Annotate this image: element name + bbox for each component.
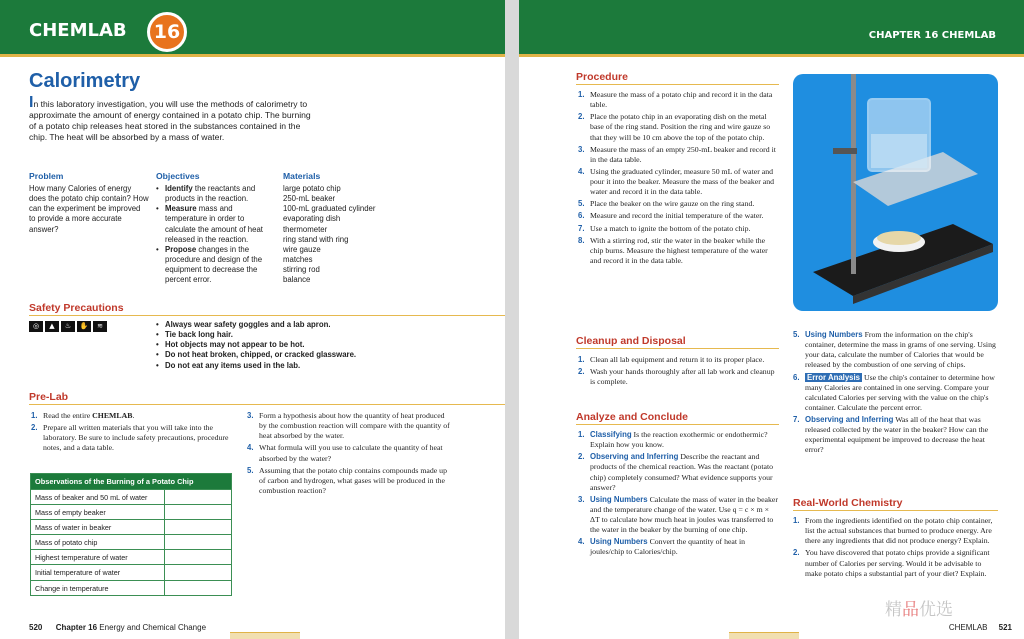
- prelab-item: [31, 411, 242, 421]
- prelab-text: Form a hypothesis about how the quantity of heat produced by the combustion reaction will compare with the quantity of heat absorbed by the water.: [259, 411, 450, 441]
- analyze-item: [578, 495, 778, 536]
- flame-icon: ♨: [61, 321, 75, 332]
- right-page: [519, 0, 1024, 639]
- table-row-value[interactable]: [165, 535, 231, 549]
- procedure-item: [578, 236, 778, 266]
- prelab-text: What formula will you use to calculate the quantity of heat absorbed by the water?: [259, 443, 443, 463]
- analyze-number: 4.: [578, 537, 585, 547]
- material-item: large potato chip: [283, 184, 341, 193]
- error-analysis-label: Error Analysis: [807, 372, 861, 382]
- table-row-label: Change in temperature: [31, 581, 165, 595]
- cleanup-text: Clean all lab equipment and return it to its proper place.: [590, 355, 765, 364]
- procedure-number: 8.: [578, 235, 585, 245]
- procedure-number: 6.: [578, 211, 585, 221]
- objective-text: mass and temperature in order to calculate the amount of heat released in the reaction.: [165, 204, 263, 244]
- materials-list: [283, 184, 403, 285]
- table-row-label: Mass of empty beaker: [31, 505, 165, 519]
- analyze-text: Describe the reactant and products of the chemical reaction. Was the reactant (potato chip) completely consumed? What evidence supports your answer?: [590, 452, 774, 492]
- watermark-text: 优选: [919, 600, 953, 620]
- material-item: 250-mL beaker: [283, 194, 336, 204]
- analyze-item: [793, 330, 998, 371]
- chemlab-banner: [0, 0, 505, 57]
- analyze-skill: Using Numbers: [805, 330, 863, 339]
- left-footer: [29, 623, 206, 632]
- analyze-item: [793, 415, 998, 456]
- footer-tab: [729, 632, 799, 639]
- objective-verb: Identify: [165, 184, 193, 193]
- material-item: ring stand with ring: [283, 234, 349, 244]
- chapter-banner: [519, 0, 1024, 57]
- objective-item: [156, 245, 274, 286]
- problem-heading: Problem: [29, 171, 64, 181]
- procedure-item: [578, 90, 778, 110]
- procedure-item: [578, 224, 778, 234]
- table-row-label: Highest temperature of water: [31, 550, 165, 564]
- analyze-skill: Observing and Inferring: [805, 415, 894, 424]
- prelab-item: [247, 411, 452, 441]
- realworld-item: [793, 548, 998, 578]
- procedure-text: Measure and record the initial temperature of the water.: [590, 211, 764, 221]
- analyze-item: [578, 452, 778, 493]
- cleanup-number: 2.: [578, 367, 585, 377]
- procedure-text: Place the potato chip in an evaporating dish on the metal base of the ring stand. Position the ring and wire gauze so that they will be 10 cm above the top of the potato chip.: [590, 112, 771, 142]
- hot-surface-icon: ≋: [93, 321, 107, 332]
- analyze-text: Is the reaction exothermic or endothermic? Explain how you know.: [590, 430, 768, 450]
- table-row: [31, 549, 231, 564]
- analyze-item: [578, 537, 778, 557]
- materials-heading: Materials: [283, 171, 321, 181]
- table-row: [31, 489, 231, 504]
- table-row-label: Mass of water in beaker: [31, 520, 165, 534]
- material-item: matches: [283, 254, 313, 264]
- prelab-text: Prepare all written materials that you will take into the laboratory. Be sure to include safety precautions, procedure notes, and a data table.: [43, 423, 229, 453]
- procedure-number: 3.: [578, 144, 585, 154]
- cleanup-item: [578, 355, 778, 365]
- intro-paragraph: [29, 94, 314, 143]
- realworld-text: You have discovered that potato chips provide a significant number of Calories per serving. Would it be advisable to make potato chips a substantial part of your diet? Explain.: [805, 548, 990, 578]
- footer-label: CHEMLAB: [948, 623, 988, 632]
- realworld-heading: Real-World Chemistry: [793, 497, 998, 511]
- procedure-item: [578, 112, 778, 142]
- objectives-heading: Objectives: [156, 171, 200, 181]
- left-page: [0, 0, 505, 639]
- realworld-number: 1.: [793, 516, 800, 525]
- banner-title: CHAPTER 16 CHEMLAB: [868, 30, 996, 41]
- procedure-number: 5.: [578, 199, 585, 209]
- procedure-item: [578, 199, 778, 209]
- table-row-label: Mass of beaker and 50 mL of water: [31, 490, 165, 504]
- safety-heading: Safety Precautions: [29, 302, 505, 316]
- analyze-list-col2: [793, 330, 998, 458]
- procedure-text: Using the graduated cylinder, measure 50 mL of water and pour it into the beaker. Measure the mass of the beaker and water and record it in the data table.: [590, 166, 775, 197]
- hand-wash-icon: ✋: [77, 321, 91, 332]
- chapter-badge: 16: [147, 12, 187, 52]
- procedure-text: Use a match to ignite the bottom of the potato chip.: [590, 223, 751, 233]
- intro-text: n this laboratory investigation, you will use the methods of calorimetry to approximate the amount of energy contained in a potato chip. The burning of a potato chip releases heat stored in the substances contained in the chip. The heat will be absorbed by a mass of water.: [29, 99, 311, 142]
- prelab-text: Read the entire: [43, 411, 93, 420]
- procedure-number: 4.: [578, 166, 585, 176]
- analyze-text: Calculate the mass of water in the beaker and the temperature change of the water. Use q = c × m × ΔT to calculate how much heat in joules was transferred to the water in the beaker by the burning of one chip.: [590, 494, 778, 535]
- watermark: [885, 595, 953, 620]
- safety-item: • Hot objects may not appear to be hot.: [156, 340, 456, 350]
- objective-item: [156, 204, 274, 245]
- analyze-heading: Analyze and Conclude: [576, 411, 779, 425]
- right-footer: [949, 623, 1012, 632]
- data-table-title: Observations of the Burning of a Potato Chip: [31, 474, 231, 489]
- lab-setup-photo: [793, 74, 998, 311]
- material-item: thermometer: [283, 224, 328, 234]
- safety-item: • Do not heat broken, chipped, or cracked glassware.: [156, 350, 456, 360]
- analyze-number: 5.: [793, 330, 800, 339]
- realworld-text: From the ingredients identified on the potato chip container, list the actual substances that burned to produce energy. Are there any ingredients that did not produce energy? Explain.: [805, 516, 993, 546]
- prelab-number: 3.: [247, 411, 254, 420]
- data-table: [30, 473, 232, 596]
- analyze-item: [578, 430, 778, 450]
- procedure-number: 1.: [578, 90, 585, 99]
- table-row: [31, 564, 231, 579]
- material-item: wire gauze: [283, 244, 321, 254]
- procedure-number: 2.: [578, 112, 585, 122]
- analyze-number: 7.: [793, 415, 800, 424]
- footer-tab: [230, 632, 300, 639]
- safety-item: • Always wear safety goggles and a lab apron.: [156, 320, 456, 330]
- safety-icons: [29, 321, 107, 332]
- realworld-item: [793, 516, 998, 546]
- cleanup-heading: Cleanup and Disposal: [576, 335, 779, 349]
- procedure-item: [578, 167, 778, 197]
- realworld-list: [793, 516, 998, 581]
- cleanup-item: [578, 367, 778, 387]
- page-number: 521: [998, 623, 1012, 632]
- procedure-list: [578, 90, 778, 268]
- procedure-text: Measure the mass of a potato chip and record it in the data table.: [590, 90, 773, 110]
- analyze-number: 6.: [793, 372, 800, 382]
- prelab-heading: Pre-Lab: [29, 391, 505, 405]
- analyze-skill: Using Numbers: [590, 494, 648, 504]
- procedure-item: [578, 145, 778, 165]
- prelab-text: Assuming that the potato chip contains compounds made up of carbon and hydrogen, what gases will be produced in the combustion reaction?: [259, 465, 447, 495]
- objective-verb: Propose: [165, 244, 197, 254]
- safety-item: • Tie back long hair.: [156, 330, 456, 340]
- prelab-list-col1: [31, 411, 242, 456]
- cleanup-number: 1.: [578, 355, 585, 364]
- analyze-text: Was all of the heat that was released collected by the water in the beaker? How can the experimental equipment be improved to decrease the heat error?: [805, 415, 989, 455]
- safety-item: • Do not eat any items used in the lab.: [156, 361, 456, 371]
- prelab-number: 2.: [31, 423, 38, 433]
- page-title: Calorimetry: [29, 70, 141, 92]
- analyze-number: 2.: [578, 452, 585, 462]
- table-row: [31, 580, 231, 595]
- page-number: 520: [29, 623, 43, 632]
- analyze-item: [793, 373, 998, 414]
- procedure-heading: Procedure: [576, 71, 779, 85]
- table-row: [31, 519, 231, 534]
- prelab-item: [247, 443, 452, 463]
- prelab-text-post: .: [132, 411, 135, 420]
- goggles-icon: ◎: [29, 321, 43, 332]
- analyze-skill: Observing and Inferring: [590, 452, 679, 462]
- procedure-text: With a stirring rod, stir the water in the beaker while the chip burns. Measure the highest temperature of the water and record it in the data table.: [590, 235, 768, 265]
- objective-text: the reactants and products in the reaction.: [165, 184, 256, 204]
- analyze-text: From the information on the chip's container, determine the mass in grams of one serving. Using your data, calculate the number of Calories that would be released by the combustion of one serving of chips.: [805, 330, 996, 370]
- intro-dropcap: I: [29, 94, 34, 111]
- objectives-list: [156, 184, 274, 285]
- table-row-value[interactable]: [165, 520, 231, 534]
- material-item: evaporating dish: [283, 214, 341, 224]
- table-row-value[interactable]: [165, 550, 231, 564]
- ring-stand-illustration: [793, 74, 998, 311]
- analyze-skill: Classifying: [590, 430, 632, 439]
- problem-text: How many Calories of energy does the potato chip contain? How can the experiment be improved to provide a more accurate answer?: [29, 184, 149, 234]
- prelab-bold: CHEMLAB: [92, 411, 133, 420]
- table-row: [31, 504, 231, 519]
- banner-title: CHEMLAB: [29, 20, 127, 41]
- analyze-text: Convert the quantity of heat in joules/chip to Calories/chip.: [590, 537, 746, 557]
- prelab-item: [247, 466, 452, 496]
- prelab-list-col2: [247, 411, 452, 498]
- prelab-number: 5.: [247, 465, 254, 475]
- analyze-list-col1: [578, 430, 778, 560]
- prelab-number: 1.: [31, 411, 38, 420]
- chapter-label: Chapter 16: [55, 623, 98, 632]
- material-item: 100-mL graduated cylinder: [283, 204, 376, 214]
- safety-list: [156, 320, 456, 371]
- table-row-label: Initial temperature of water: [31, 565, 165, 579]
- watermark-char-red: 品: [902, 600, 919, 620]
- table-row-value[interactable]: [165, 505, 231, 519]
- realworld-number: 2.: [793, 548, 800, 558]
- material-item: balance: [283, 275, 311, 285]
- analyze-skill: Using Numbers: [590, 537, 648, 547]
- objective-item: [156, 184, 274, 204]
- objective-text: changes in the procedure and design of the equipment to decrease the percent error.: [165, 244, 263, 285]
- cleanup-list: [578, 355, 778, 389]
- analyze-number: 1.: [578, 430, 585, 439]
- table-row-value[interactable]: [165, 565, 231, 579]
- watermark-char: 精: [885, 600, 902, 620]
- table-row: [31, 534, 231, 549]
- table-row-value[interactable]: [165, 490, 231, 504]
- table-row-label: Mass of potato chip: [31, 535, 165, 549]
- table-row-value[interactable]: [165, 581, 231, 595]
- prelab-item: [31, 423, 242, 453]
- cleanup-text: Wash your hands thoroughly after all lab work and cleanup is complete.: [590, 367, 775, 387]
- procedure-number: 7.: [578, 223, 585, 233]
- procedure-text: Place the beaker on the wire gauze on the ring stand.: [590, 199, 755, 209]
- analyze-text: Use the chip's container to determine how many Calories are contained in one serving. Compare your calculated Calories per serving with the value on the chip's container. Calculate the percent error.: [805, 372, 995, 412]
- analyze-number: 3.: [578, 494, 585, 504]
- prelab-number: 4.: [247, 443, 254, 453]
- objective-verb: Measure: [165, 204, 197, 214]
- procedure-text: Measure the mass of an empty 250-mL beaker and record it in the data table.: [590, 144, 776, 164]
- procedure-item: [578, 211, 778, 221]
- material-item: stirring rod: [283, 265, 320, 274]
- chapter-title: Energy and Chemical Change: [99, 623, 207, 632]
- apron-icon: ▲: [45, 321, 59, 332]
